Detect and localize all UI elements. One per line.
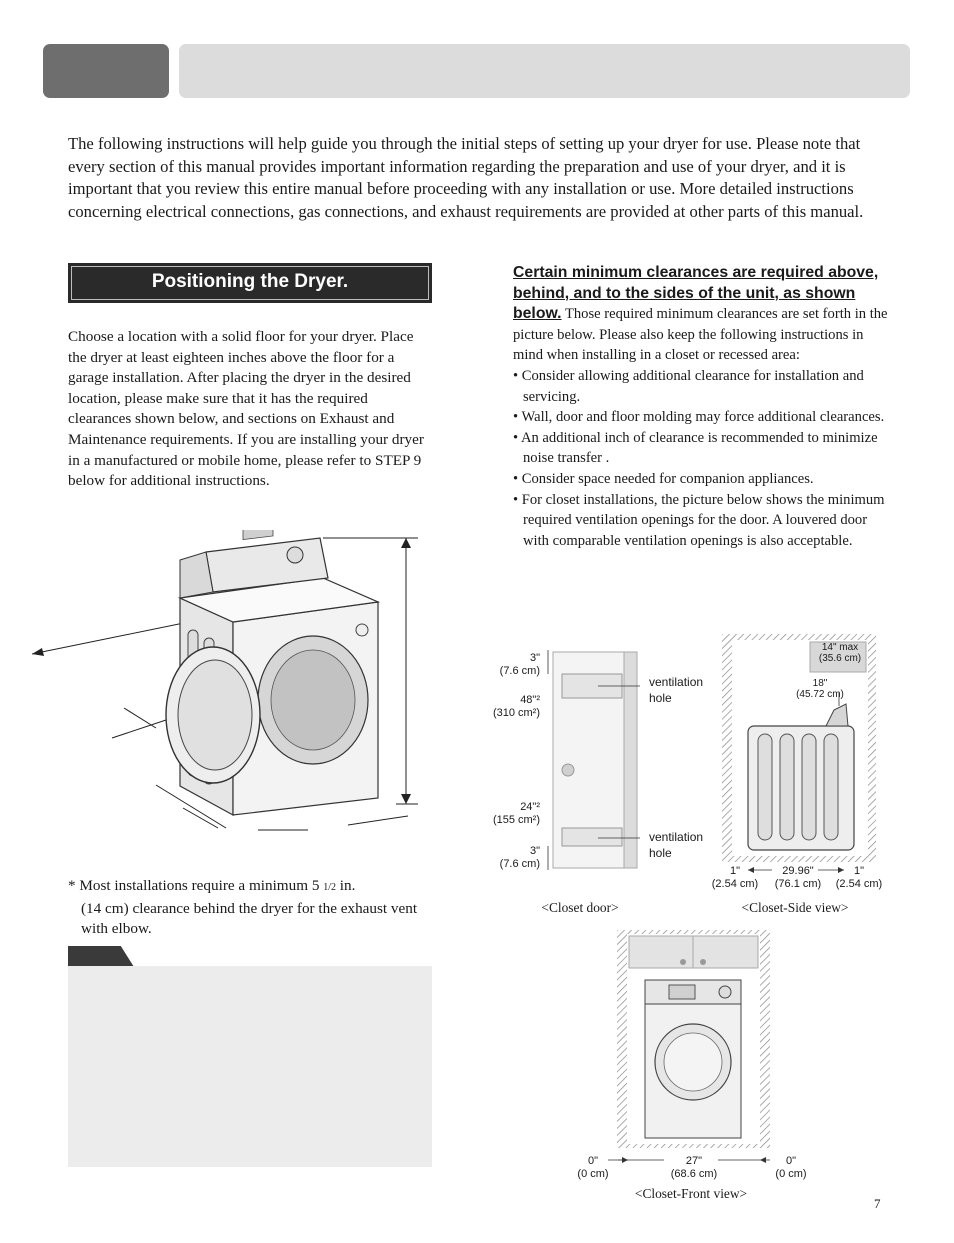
clearance-lead: Certain minimum clearances are required above, behind, and to the sides of the unit, as shown below.: [513, 264, 879, 323]
door-bottom-gap: [492, 845, 540, 871]
dryer-illustration: [28, 530, 440, 845]
side-depth-cm: (76.1 cm): [774, 878, 822, 890]
vent-label-lower: ventilation hole: [649, 830, 704, 860]
closet-side-drawing: [722, 634, 876, 862]
section-title: Positioning the Dryer.: [71, 266, 429, 300]
door-lower-area-in: 24"²: [520, 801, 540, 813]
note-tab: [68, 946, 134, 967]
side-right-cm: (2.54 cm): [835, 878, 883, 890]
door-bottom-gap-cm: (7.6 cm): [499, 858, 540, 870]
clearance-body: Those required minimum clearances are set forth in the picture below. Please also keep the following instructions in mind when installing in a closet or recessed area:: [513, 306, 888, 364]
clearance-instructions: [513, 263, 888, 551]
front-right-clearance: [768, 1155, 814, 1181]
section-title-box: [68, 263, 432, 303]
door-lower-area: [486, 801, 540, 827]
door-upper-area-in: 48"²: [520, 694, 540, 706]
page-number: 7: [874, 1196, 881, 1211]
side-top-max-cm: (35.6 cm): [818, 653, 862, 664]
footnote-line1-b: in.: [336, 877, 356, 894]
intro-paragraph: The following instructions will help guide you through the initial steps of setting up your dryer for use. Please note that every section of this manual provides important information regarding the preparation and use of your dryer, and it is important that you review this entire manual before proceeding with any installation or use. More detailed instructions concerning electrical connections, gas connections, and exhaust requirements are provided at other parts of this manual.: [68, 134, 864, 221]
side-above-cm: (45.72 cm): [796, 689, 844, 700]
closet-door-drawing: [540, 640, 640, 880]
front-right-in: 0": [785, 1155, 797, 1167]
closet-front-caption: <Closet-Front view>: [634, 1186, 748, 1201]
side-above-in: 18": [812, 678, 828, 689]
front-left-cm: (0 cm): [577, 1168, 609, 1180]
front-width-in: 27": [685, 1155, 703, 1167]
exhaust-footnote: [68, 876, 438, 940]
door-top-gap-in: 3": [529, 652, 540, 664]
footnote-fraction: 1/2: [323, 882, 336, 893]
closet-door-caption: <Closet door>: [541, 900, 619, 915]
side-left-clearance: [708, 865, 762, 891]
door-top-gap-cm: (7.6 cm): [499, 665, 540, 677]
side-right-clearance: [832, 865, 886, 891]
front-left-in: 0": [587, 1155, 599, 1167]
side-left-cm: (2.54 cm): [711, 878, 759, 890]
side-right-in: 1": [853, 865, 865, 877]
side-depth: [766, 865, 830, 891]
bullet-item: • Wall, door and floor molding may force additional clearances.: [513, 409, 885, 426]
side-top-max-in: 14" max: [821, 642, 859, 653]
door-upper-area: [486, 694, 540, 720]
front-right-cm: (0 cm): [775, 1168, 807, 1180]
chapter-title-bar: [179, 44, 910, 98]
closet-side-caption: <Closet-Side view>: [741, 900, 849, 915]
bullet-item: • Consider allowing additional clearance for installation and servicing.: [513, 367, 864, 405]
door-bottom-gap-in: 3": [529, 845, 540, 857]
footnote-line2: (14 cm) clearance behind the dryer for the exhaust vent with elbow.: [81, 899, 418, 938]
positioning-paragraph: Choose a location with a solid floor for your dryer. Place the dryer at least eighteen inches above the floor for a garage installation. After placing the dryer in the desired location, please make sure that it has the required clearances shown below, and sections on Exhaust and Maintenance requirements. If you are installing your dryer in a manufactured or mobile home, please refer to STEP 9 below for additional instructions.: [68, 328, 424, 490]
front-width-cm: (68.6 cm): [670, 1168, 718, 1180]
vent-label-upper: ventilation hole: [649, 675, 704, 705]
closet-front-drawing: [617, 930, 770, 1148]
clearance-bullets: [513, 366, 888, 551]
footnote-line1-a: * Most installations require a minimum 5: [68, 877, 324, 894]
side-top-max: [812, 642, 868, 664]
note-box: [68, 966, 432, 1167]
door-upper-area-cm: (310 cm²): [492, 707, 540, 719]
side-left-in: 1": [729, 865, 741, 877]
side-depth-in: 29.96": [782, 865, 814, 877]
door-lower-area-cm: (155 cm²): [492, 814, 540, 826]
chapter-tab: [43, 44, 169, 98]
side-above: [782, 678, 858, 700]
front-width: [662, 1155, 726, 1181]
door-top-gap: [492, 652, 540, 678]
front-left-clearance: [570, 1155, 616, 1181]
bullet-item: • For closet installations, the picture below shows the minimum required ventilation openings for the door. A louvered door with comparable ventilation openings is also acceptable.: [513, 491, 885, 549]
bullet-item: • Consider space needed for companion appliances.: [513, 470, 814, 487]
bullet-item: • An additional inch of clearance is recommended to minimize noise transfer .: [513, 429, 878, 467]
